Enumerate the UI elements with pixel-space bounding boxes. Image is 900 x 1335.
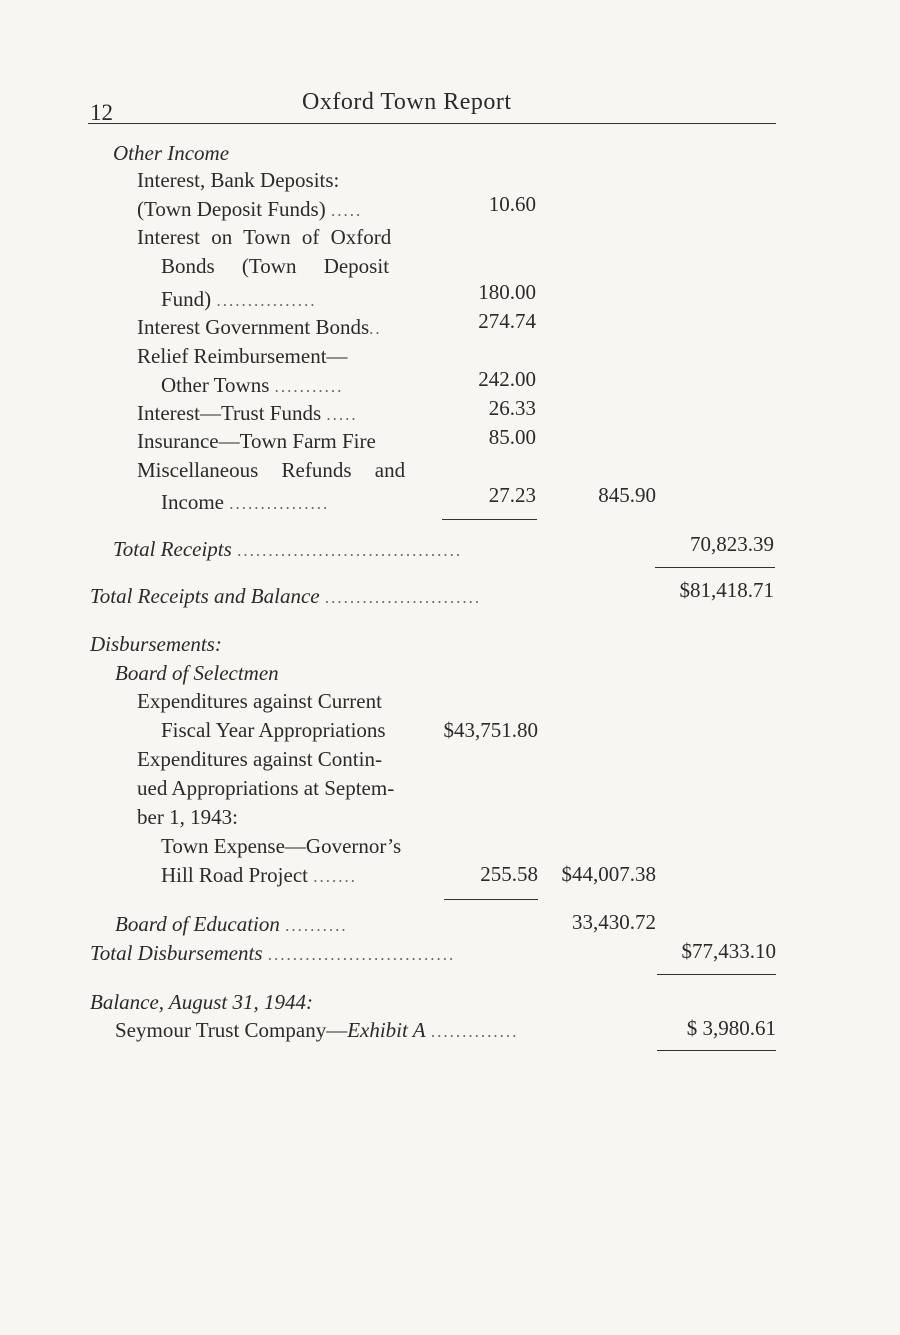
line-label: Town Expense—Governor’s [161, 834, 402, 858]
balance-label: Seymour Trust Company—Exhibit A .............. [115, 1018, 519, 1042]
line-label: Interest—Trust Funds ..... [137, 401, 358, 425]
line-label: Income ................ [161, 490, 330, 514]
page-number: 12 [90, 100, 113, 125]
amount: $43,751.80 [443, 718, 538, 742]
line-label: Expenditures against Contin- [137, 747, 382, 771]
line-label: (Town Deposit Funds) ..... [137, 197, 363, 221]
amount: 274.74 [478, 309, 536, 333]
amount: 180.00 [478, 280, 536, 304]
selectmen-heading: Board of Selectmen [115, 661, 279, 685]
disbursements-heading: Disbursements: [90, 632, 222, 656]
line-label: Fund) ................ [161, 287, 317, 311]
subtotal: 845.90 [598, 483, 656, 507]
amount: 10.60 [488, 192, 536, 216]
total-receipts-label: Total Receipts .................................... [113, 537, 463, 561]
line-label: Other Towns ........... [161, 373, 344, 397]
line-label: Relief Reimbursement— [137, 344, 348, 368]
header-rule [88, 123, 776, 124]
balance-heading: Balance, August 31, 1944: [90, 990, 314, 1014]
line-label: Interest Government Bonds.. [137, 315, 382, 339]
amount: 255.58 [480, 862, 538, 886]
line-label: Hill Road Project ....... [161, 863, 357, 887]
education-value: 33,430.72 [572, 910, 656, 934]
page-title: Oxford Town Report [302, 89, 512, 115]
total-disbursements-value: $77,433.10 [681, 939, 776, 963]
line-label: Insurance—Town Farm Fire [137, 429, 376, 453]
amount: 27.23 [488, 483, 536, 507]
line-label: Miscellaneous Refunds and [137, 458, 406, 482]
amount: 85.00 [488, 425, 536, 449]
line-label: Interest on Town of Oxford [137, 225, 392, 249]
total-receipts-balance-label: Total Receipts and Balance ......................... [90, 584, 482, 608]
amount: 26.33 [488, 396, 536, 420]
line-label: Interest, Bank Deposits: [137, 168, 340, 192]
line-label: ber 1, 1943: [137, 805, 238, 829]
subtotal-rule [442, 519, 537, 520]
selectmen-rule [444, 899, 538, 900]
line-label: Expenditures against Current [137, 689, 382, 713]
total-receipts-rule [655, 567, 775, 568]
balance-rule [657, 1050, 776, 1051]
total-receipts-value: 70,823.39 [690, 532, 774, 556]
total-disbursements-label: Total Disbursements .............................. [90, 941, 456, 965]
balance-value: $ 3,980.61 [686, 1016, 776, 1040]
line-label: ued Appropriations at Septem- [137, 776, 395, 800]
selectmen-total: $44,007.38 [561, 862, 656, 886]
amount: 242.00 [478, 367, 536, 391]
education-label: Board of Education .......... [115, 912, 348, 936]
total-receipts-balance-value: $81,418.71 [679, 578, 774, 602]
total-disbursements-rule [657, 974, 776, 975]
line-label: Bonds (Town Deposit [161, 254, 390, 278]
other-income-heading: Other Income [113, 141, 230, 165]
line-label: Fiscal Year Appropriations [161, 718, 386, 742]
